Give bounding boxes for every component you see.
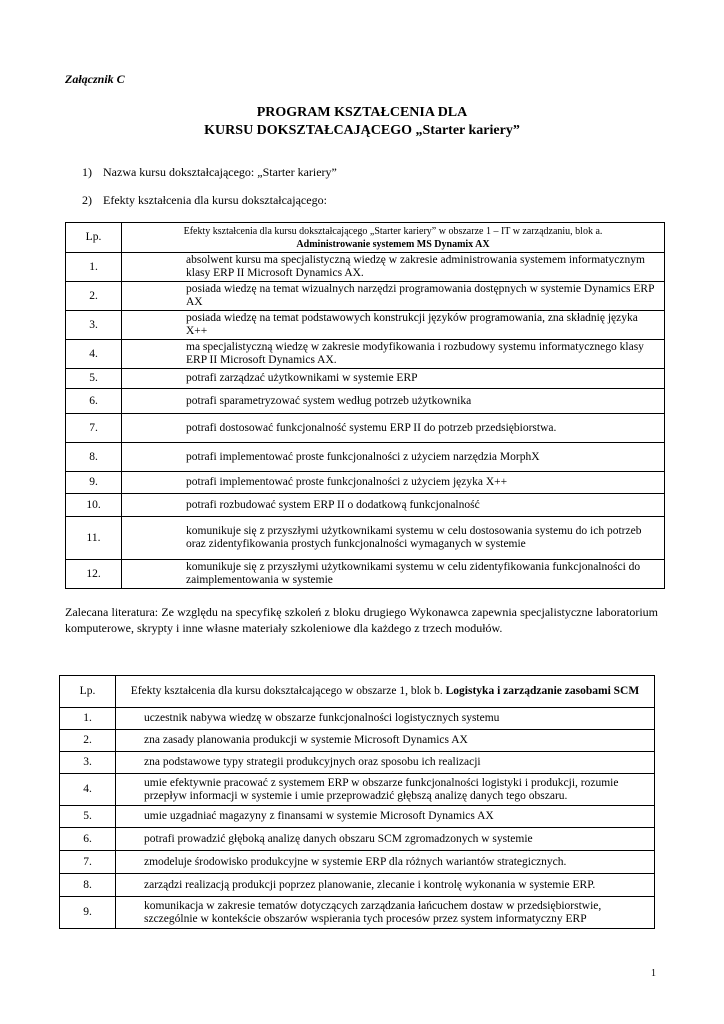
table-row	[60, 874, 655, 897]
header-prefix: Efekty kształcenia dla kursu dokształcającego w obszarze 1, blok b.	[130, 685, 446, 697]
point-number: 1)	[82, 165, 92, 179]
table-row	[60, 851, 655, 874]
row-text: ma specjalistyczną wiedzę w zakresie modyfikowania i rozbudowy systemu informatycznego klasy ERP II Microsoft Dynamics AX.	[122, 340, 665, 369]
row-text: potrafi implementować proste funkcjonalności z użyciem języka X++	[122, 472, 665, 494]
literature-note: Zalecana literatura: Ze względu na specyfikę szkoleń z bloku drugiego Wykonawca zapewnia specjalistyczne laboratorium komputerowe, skrypty i inne własne materiały szkoleniowe dla każdego z trzech modułów.	[65, 605, 658, 635]
lp-header: Lp.	[66, 223, 122, 253]
row-text: zarządzi realizacją produkcji poprzez planowanie, zlecanie i kontrolę wykonania w systemie ERP.	[116, 874, 655, 897]
row-number: 7.	[66, 414, 122, 443]
table-row	[60, 752, 655, 774]
table-row	[66, 443, 665, 472]
table-row	[60, 730, 655, 752]
row-number: 11.	[66, 517, 122, 560]
row-text: potrafi zarządzać użytkownikami w systemie ERP	[122, 369, 665, 389]
row-number: 3.	[66, 311, 122, 340]
row-number: 1.	[66, 253, 122, 282]
row-text: posiada wiedzę na temat wizualnych narzędzi programowania dostępnych w systemie Dynamics ERP AX	[122, 282, 665, 311]
table-row	[66, 311, 665, 340]
row-number: 12.	[66, 560, 122, 589]
row-text: absolwent kursu ma specjalistyczną wiedzę w zakresie administrowania systemem informatycznym klasy ERP II Microsoft Dynamics AX.	[122, 253, 665, 282]
row-number: 10.	[66, 494, 122, 517]
row-number: 4.	[60, 774, 116, 806]
header-line-2: Administrowanie systemem MS Dynamix AX	[296, 238, 490, 250]
table-row	[60, 806, 655, 828]
header-bold: Logistyka i zarządzanie zasobami SCM	[445, 685, 640, 697]
row-number: 9.	[60, 897, 116, 929]
row-text: potrafi implementować proste funkcjonalności z użyciem narzędzia MorphX	[122, 443, 665, 472]
row-text: potrafi sparametryzować system według potrzeb użytkownika	[122, 389, 665, 414]
row-text: umie efektywnie pracować z systemem ERP w obszarze funkcjonalności logistyki i produkcji, rozumie przepływ informacji w systemie i umie przeprowadzić głębszą analizę danych tego obszaru.	[116, 774, 655, 806]
table-row	[60, 828, 655, 851]
table-row	[66, 389, 665, 414]
row-number: 1.	[60, 708, 116, 730]
title-line-1: PROGRAM KSZTAŁCENIA DLA	[256, 105, 468, 120]
table-row	[66, 494, 665, 517]
effects-table-block-a	[65, 222, 665, 589]
row-number: 2.	[60, 730, 116, 752]
row-number: 6.	[60, 828, 116, 851]
row-text: uczestnik nabywa wiedzę w obszarze funkcjonalności logistycznych systemu	[116, 708, 655, 730]
row-text: zmodeluje środowisko produkcyjne w systemie ERP dla różnych wariantów strategicznych.	[116, 851, 655, 874]
effects-table-block-b	[59, 675, 655, 929]
annex-label: Załącznik C	[65, 72, 125, 86]
table-row	[66, 253, 665, 282]
lp-header: Lp.	[60, 676, 116, 708]
header-line-1: Efekty kształcenia dla kursu dokształcającego „Starter kariery” w obszarze 1 – IT w zarządzaniu, blok a.	[183, 225, 603, 237]
row-number: 8.	[66, 443, 122, 472]
table-row	[66, 369, 665, 389]
table-header	[122, 223, 665, 253]
table-header-row	[60, 676, 655, 708]
row-text: potrafi prowadzić głęboką analizę danych obszaru SCM zgromadzonych w systemie	[116, 828, 655, 851]
row-text: potrafi rozbudować system ERP II o dodatkową funkcjonalność	[122, 494, 665, 517]
row-number: 8.	[60, 874, 116, 897]
row-text: zna podstawowe typy strategii produkcyjnych oraz sposobu ich realizacji	[116, 752, 655, 774]
table-row	[66, 560, 665, 589]
table-row	[66, 414, 665, 443]
table-row	[60, 708, 655, 730]
table-header	[116, 676, 655, 708]
point-2	[82, 193, 327, 208]
row-number: 2.	[66, 282, 122, 311]
row-number: 7.	[60, 851, 116, 874]
row-number: 4.	[66, 340, 122, 369]
row-text: posiada wiedzę na temat podstawowych konstrukcji języków programowania, zna składnię języka X++	[122, 311, 665, 340]
table-row	[66, 472, 665, 494]
table-header-row	[66, 223, 665, 253]
table-row	[60, 897, 655, 929]
point-1	[82, 165, 337, 180]
table-row	[66, 340, 665, 369]
row-text: potrafi dostosować funkcjonalność systemu ERP II do potrzeb przedsiębiorstwa.	[122, 414, 665, 443]
row-text: komunikuje się z przyszłymi użytkownikami systemu w celu dostosowania systemu do ich potrzeb oraz zidentyfikowania prostych funkcjonalności wymaganych w systemie	[122, 517, 665, 560]
row-text: umie uzgadniać magazyny z finansami w systemie Microsoft Dynamics AX	[116, 806, 655, 828]
row-number: 5.	[66, 369, 122, 389]
row-number: 3.	[60, 752, 116, 774]
row-text: zna zasady planowania produkcji w systemie Microsoft Dynamics AX	[116, 730, 655, 752]
row-number: 5.	[60, 806, 116, 828]
row-text: komunikacja w zakresie tematów dotyczących zarządzania łańcuchem dostaw w przedsiębiorstwie, szczególnie w kontekście obszarów wspierania tych procesów przez system informatyczny ERP	[116, 897, 655, 929]
point-text: Nazwa kursu dokształcającego: „Starter kariery”	[103, 165, 337, 179]
table-row	[60, 774, 655, 806]
row-text: komunikuje się z przyszłymi użytkownikami systemu w celu zidentyfikowania funkcjonalności do zaimplementowania w systemie	[122, 560, 665, 589]
point-number: 2)	[82, 193, 92, 207]
page-number: 1	[651, 968, 656, 979]
row-number: 6.	[66, 389, 122, 414]
row-number: 9.	[66, 472, 122, 494]
table-row	[66, 517, 665, 560]
title-line-2: KURSU DOKSZTAŁCAJĄCEGO „Starter kariery”	[204, 123, 520, 138]
document-title	[0, 104, 724, 140]
point-text: Efekty kształcenia dla kursu dokształcającego:	[103, 193, 327, 207]
table-row	[66, 282, 665, 311]
